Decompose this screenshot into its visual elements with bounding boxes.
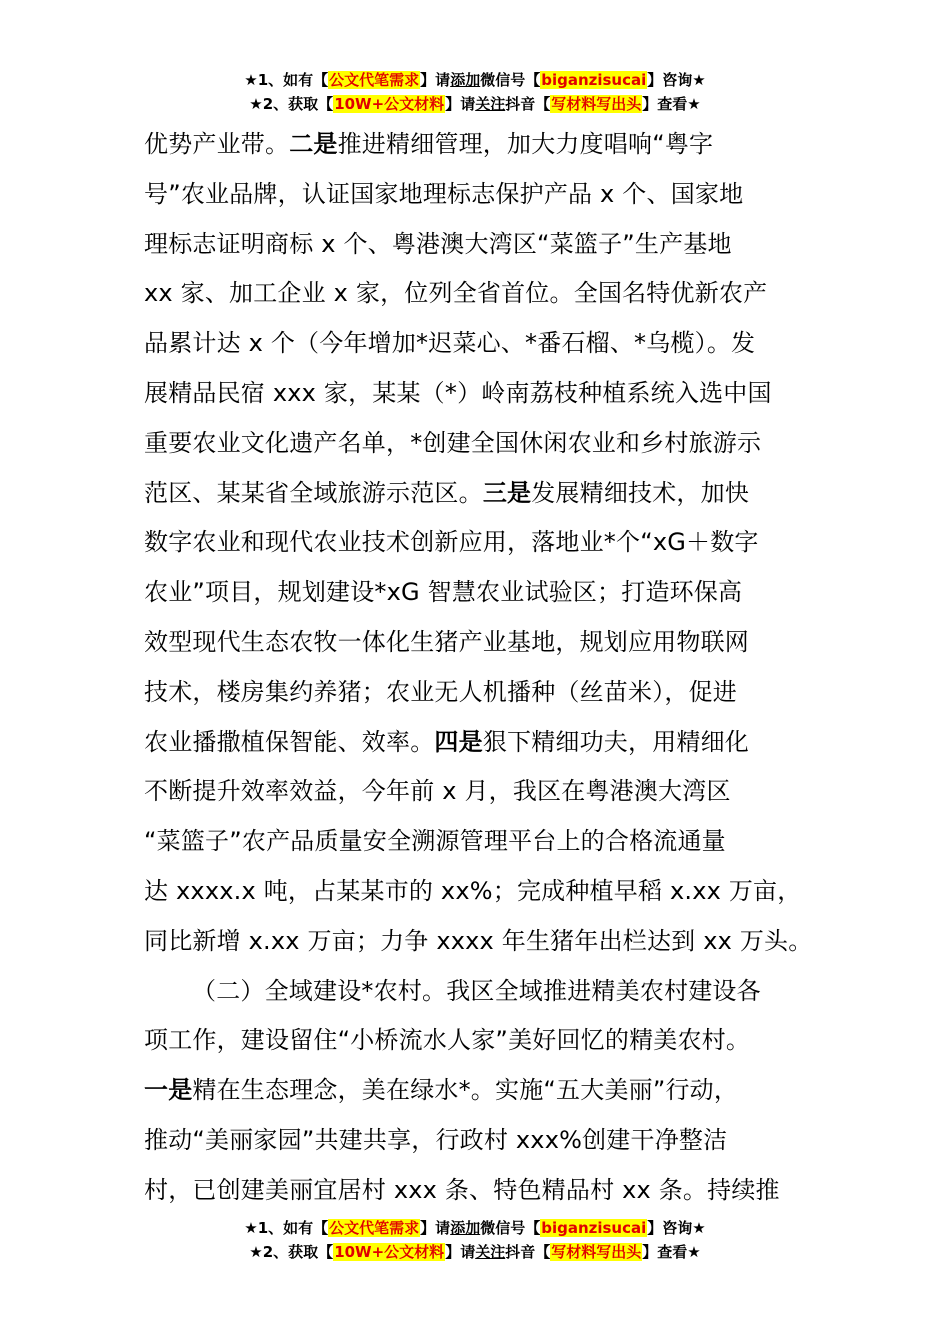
highlight-douyin-account: 写材料写出头 xyxy=(551,1243,642,1261)
banner-text: 】查看★ xyxy=(642,95,701,113)
header-banner xyxy=(0,68,950,116)
banner-emphasis: 关注 xyxy=(475,95,506,113)
line-text: 品累计达 x 个（今年增加*迟菜心、*番石榴、*乌榄）。发 xyxy=(144,329,756,358)
document-body xyxy=(144,120,824,1216)
banner-line-1 xyxy=(0,68,950,92)
banner-text: 抖音【 xyxy=(505,95,551,113)
text-line xyxy=(144,1016,824,1066)
text-line xyxy=(144,220,824,270)
line-text: 重要农业文化遗产名单，*创建全国休闲农业和乡村旅游示 xyxy=(144,428,762,457)
line-text: 效型现代生态农牧一体化生猪产业基地，规划应用物联网 xyxy=(144,627,749,656)
text-line xyxy=(144,568,824,618)
highlight-materials: 10W+公文材料 xyxy=(334,95,445,113)
highlight-materials: 10W+公文材料 xyxy=(334,1243,445,1261)
text-line xyxy=(144,269,824,319)
text-line xyxy=(144,718,824,768)
text-line xyxy=(144,767,824,817)
banner-text: 】咨询★ xyxy=(647,1219,706,1237)
highlight-writing-service: 公文代笔需求 xyxy=(329,1219,420,1237)
line-text: 村，已创建美丽宜居村 xxx 条、特色精品村 xx 条。持续推 xyxy=(144,1175,780,1204)
text-line xyxy=(144,170,824,220)
banner-text: ★2、获取【 xyxy=(249,1243,334,1261)
text-line xyxy=(144,867,824,917)
banner-text: 微信号【 xyxy=(480,1219,541,1237)
banner-emphasis: 关注 xyxy=(475,1243,506,1261)
text-line xyxy=(144,518,824,568)
highlight-douyin-account: 写材料写出头 xyxy=(551,95,642,113)
banner-text: 】请 xyxy=(445,1243,476,1261)
line-text: 展精品民宿 xxx 家，某某（*）岭南荔枝种植系统入选中国 xyxy=(144,378,772,407)
line-text: 精在生态理念，美在绿水*。实施“五大美丽”行动， xyxy=(192,1076,739,1105)
text-line xyxy=(144,469,824,519)
text-line xyxy=(144,369,824,419)
line-text: 推进精细管理，加大力度唱响“粤字 xyxy=(337,130,714,158)
banner-text: 】请 xyxy=(445,95,476,113)
line-text: 不断提升效率效益，今年前 x 月，我区在粤港澳大湾区 xyxy=(144,777,731,806)
bold-marker: 四是 xyxy=(434,727,483,756)
line-text: 技术，楼房集约养猪；农业无人机播种（丝苗米），促进 xyxy=(144,677,737,706)
line-text: 优势产业带。 xyxy=(144,130,290,158)
text-line xyxy=(144,319,824,369)
line-text: 理标志证明商标 x 个、粤港澳大湾区“菜篮子”生产基地 xyxy=(144,229,732,258)
line-text: xx 家、加工企业 x 家，位列全省首位。全国名特优新农产 xyxy=(144,279,768,308)
text-line xyxy=(144,1066,824,1116)
highlight-wechat-id: biganzisucai xyxy=(541,1219,647,1237)
highlight-wechat-id: biganzisucai xyxy=(541,71,647,89)
text-line xyxy=(144,1116,824,1166)
text-line xyxy=(144,917,824,967)
line-text: 范区、某某省全域旅游示范区。 xyxy=(144,478,483,507)
banner-emphasis: 添加 xyxy=(450,1219,481,1237)
text-line xyxy=(144,618,824,668)
line-text: 号”农业品牌，认证国家地理标志保护产品 x 个、国家地 xyxy=(144,179,744,208)
banner-line-2 xyxy=(0,1240,950,1264)
text-line xyxy=(144,817,824,867)
line-text: “菜篮子”农产品质量安全溯源管理平台上的合格流通量 xyxy=(144,827,726,856)
line-text: 同比新增 x.xx 万亩；力争 xxxx 年生猪年出栏达到 xx 万头。 xyxy=(144,926,813,955)
banner-text: ★1、如有【 xyxy=(244,1219,329,1237)
text-line xyxy=(144,1166,824,1216)
highlight-writing-service: 公文代笔需求 xyxy=(329,71,420,89)
line-text: 数字农业和现代农业技术创新应用，落地业*个“xG＋数字 xyxy=(144,528,759,557)
bold-marker: 三是 xyxy=(482,478,532,507)
banner-text: ★2、获取【 xyxy=(249,95,334,113)
banner-line-1 xyxy=(0,1216,950,1240)
banner-text: 抖音【 xyxy=(505,1243,551,1261)
line-text: 狠下精细功夫，用精细化 xyxy=(482,727,750,756)
banner-text: 】咨询★ xyxy=(647,71,706,89)
banner-text: 】查看★ xyxy=(642,1243,701,1261)
line-text: 推动“美丽家园”共建共享，行政村 xxx%创建干净整洁 xyxy=(144,1125,728,1154)
line-text: 项工作，建设留住“小桥流水人家”美好回忆的精美农村。 xyxy=(144,1026,751,1055)
banner-text: 微信号【 xyxy=(480,71,541,89)
line-text: 发展精细技术，加快 xyxy=(531,478,750,507)
line-text: 农业播撒植保智能、效率。 xyxy=(144,727,435,756)
line-text: （二）全域建设*农村。我区全域推进精美农村建设各 xyxy=(192,976,761,1005)
text-line xyxy=(144,120,824,170)
banner-text: ★1、如有【 xyxy=(244,71,329,89)
footer-banner xyxy=(0,1216,950,1264)
line-text: 农业”项目，规划建设*xG 智慧农业试验区；打造环保高 xyxy=(144,578,743,607)
bold-marker: 一是 xyxy=(144,1076,193,1105)
line-text: 达 xxxx.x 吨，占某某市的 xx%；完成种植早稻 x.xx 万亩， xyxy=(144,876,802,905)
banner-line-2 xyxy=(0,92,950,116)
banner-text: 】请 xyxy=(420,1219,451,1237)
text-line xyxy=(144,419,824,469)
text-line xyxy=(144,668,824,718)
text-line xyxy=(144,967,824,1017)
bold-marker: 二是 xyxy=(289,130,338,158)
banner-text: 】请 xyxy=(420,71,451,89)
banner-emphasis: 添加 xyxy=(450,71,481,89)
